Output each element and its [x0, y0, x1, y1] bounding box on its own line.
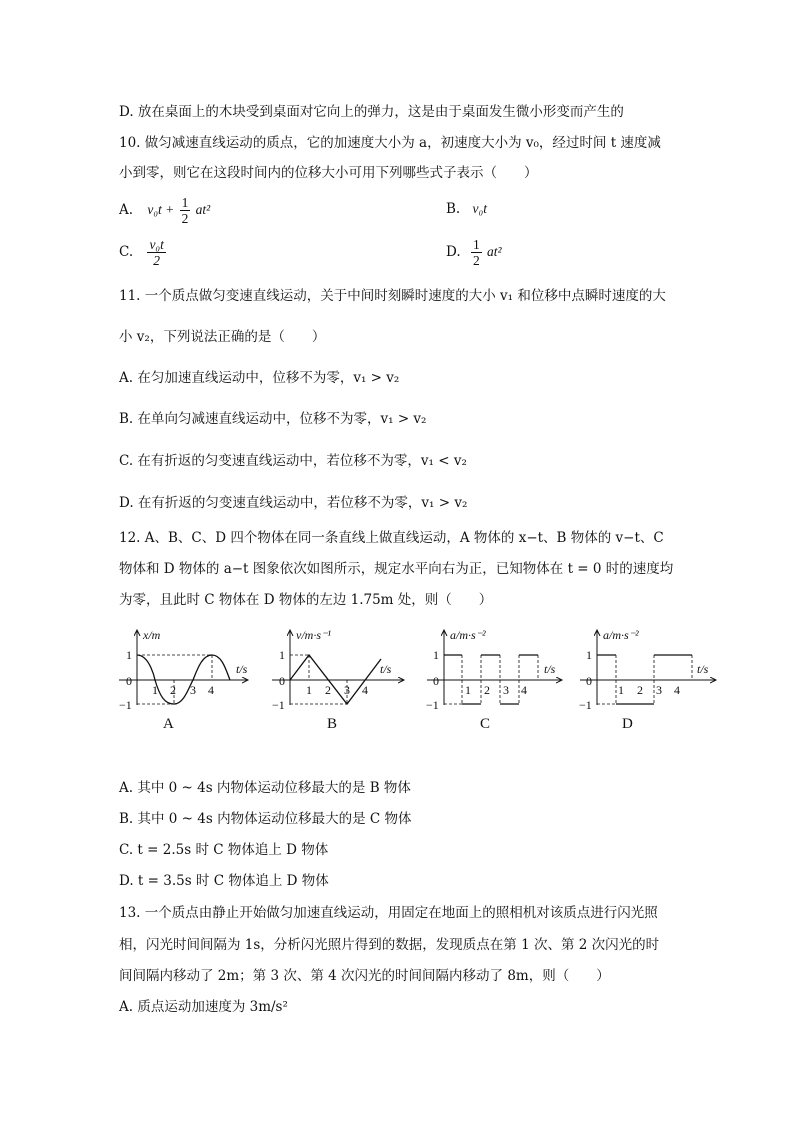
- q11-option-b: B. 在单向匀减速直线运动中，位移不为零，v₁ > v₂: [119, 411, 427, 427]
- graph-c-tick-t1: 1: [465, 683, 471, 697]
- graph-b-tick-1: 1: [279, 648, 285, 662]
- graph-d-tick-neg1: −1: [579, 698, 592, 712]
- graph-d-y-label: a/m·s⁻²: [603, 628, 639, 642]
- q11-option-d: D. 在有折返的匀变速直线运动中，若位移不为零，v₁ > v₂: [119, 495, 468, 511]
- graph-c-tick-0: 0: [433, 674, 439, 688]
- graph-c-a-t: [426, 628, 562, 712]
- graph-d-a-t: [579, 628, 716, 712]
- q10-option-a: [119, 194, 210, 226]
- question-11-line-1: 11. 一个质点做匀变速直线运动，关于中间时刻瞬时速度的大小 v₁ 和位移中点瞬时速度的大: [119, 288, 666, 304]
- graph-d-tick-t4: 4: [674, 683, 680, 697]
- fraction-numerator: 1: [181, 195, 189, 210]
- question-11-line-2: 小 v₂，下列说法正确的是（ ）: [119, 329, 326, 345]
- q13-option-a: A. 质点运动加速度为 3m/s²: [119, 999, 288, 1015]
- graph-c-tick-1: 1: [433, 648, 439, 662]
- graph-a-tick-t1: 1: [152, 683, 158, 697]
- graph-c-tick-t4: 4: [521, 683, 527, 697]
- graph-b-v-t: [272, 628, 404, 712]
- graph-a-tick-t4: 4: [208, 683, 214, 697]
- graph-b-tick-t3: 3: [344, 683, 350, 697]
- graph-d-tick-1: 1: [586, 648, 592, 662]
- graph-b-tick-neg1: −1: [272, 698, 285, 712]
- graph-b-x-label: t/s: [380, 662, 392, 676]
- q10-option-b: [446, 200, 487, 218]
- graph-c-tick-t2: 2: [484, 683, 490, 697]
- question-13-line-2: 相，闪光时间间隔为 1s，分析闪光照片得到的数据，发现质点在第 1 次、第 2 次闪光的时: [119, 937, 660, 953]
- graph-d-tick-t2: 2: [637, 683, 643, 697]
- q10-option-a-label: A.: [119, 202, 134, 218]
- q10-option-a-tail: at²: [195, 202, 211, 217]
- graph-c-tick-t3: 3: [503, 683, 509, 697]
- graph-a-tick-t3: 3: [190, 683, 196, 697]
- fraction-numerator: 1: [472, 237, 480, 252]
- q10-option-b-label: B.: [446, 201, 461, 217]
- graph-a-tick-neg1: −1: [119, 698, 132, 712]
- graph-a-tick-t2: 2: [170, 683, 176, 697]
- q10-option-c-fraction: [147, 237, 165, 268]
- q10-option-c-label: C.: [119, 244, 134, 260]
- graph-d-tick-t1: 1: [618, 683, 624, 697]
- graph-b-tick-t4: 4: [362, 683, 368, 697]
- graph-d-x-label: t/s: [697, 662, 709, 676]
- graph-a-x-t: [119, 628, 248, 712]
- graph-c-tick-neg1: −1: [426, 698, 439, 712]
- q12-option-a: A. 其中 0 ~ 4s 内物体运动位移最大的是 B 物体: [119, 780, 411, 796]
- graph-d-tick-t3: 3: [656, 683, 662, 697]
- q10-option-a-fraction: [180, 195, 191, 226]
- q10-option-d-fraction: [471, 237, 482, 268]
- graph-b-y-label: v/m·s⁻¹: [296, 628, 331, 642]
- graph-a-tick-1: 1: [126, 648, 132, 662]
- fraction-denominator: 2: [472, 253, 480, 268]
- fraction-numerator: v₀t: [149, 237, 164, 252]
- graph-b-tick-0: 0: [279, 674, 285, 688]
- graph-a-y-label: x/m: [143, 628, 161, 642]
- question-13-line-1: 13. 一个质点由静止开始做匀加速直线运动，用固定在地面上的照相机对该质点进行闪光照: [119, 905, 658, 921]
- q10-option-a-expr: v₀t +: [147, 202, 175, 217]
- graph-c-caption: C: [480, 716, 491, 732]
- q10-option-c: [119, 236, 167, 268]
- graph-c-y-label: a/m·s⁻²: [450, 628, 486, 642]
- question-10-line-2: 小到零，则它在这段时间内的位移大小可用下列哪些式子表示（ ）: [119, 165, 538, 181]
- option-d-previous-question: D. 放在桌面上的木块受到桌面对它向上的弹力，这是由于桌面发生微小形变而产生的: [119, 104, 624, 120]
- graph-b-tick-t1: 1: [306, 683, 312, 697]
- q11-option-a: A. 在匀加速直线运动中，位移不为零，v₁ > v₂: [119, 370, 400, 386]
- graph-a-caption: A: [163, 716, 174, 732]
- q12-graphs-figure: [0, 625, 793, 745]
- fraction-denominator: 2: [181, 211, 189, 226]
- q10-option-d-tail: at²: [486, 244, 502, 259]
- graph-c-x-label: t/s: [544, 662, 556, 676]
- graph-a-tick-0: 0: [126, 674, 132, 688]
- q12-option-d: D. t = 3.5s 时 C 物体追上 D 物体: [119, 873, 329, 889]
- fraction-denominator: 2: [153, 253, 161, 268]
- graph-d-caption: D: [622, 716, 633, 732]
- q12-option-c: C. t = 2.5s 时 C 物体追上 D 物体: [119, 842, 329, 858]
- graph-d-tick-0: 0: [586, 674, 592, 688]
- q11-option-c: C. 在有折返的匀变速直线运动中，若位移不为零，v₁ < v₂: [119, 453, 467, 469]
- q10-option-d: [446, 236, 502, 268]
- question-12-line-2: 物体和 D 物体的 a−t 图象依次如图所示，规定水平向右为正，已知物体在 t = 0 时的速度均: [119, 561, 674, 577]
- question-10-line-1: 10. 做匀减速直线运动的质点，它的加速度大小为 a，初速度大小为 v₀，经过时间 t 速度减: [119, 135, 661, 151]
- question-12-line-3: 为零，且此时 C 物体在 D 物体的左边 1.75m 处，则（ ）: [119, 592, 493, 608]
- graph-b-caption: B: [327, 716, 338, 732]
- q10-option-d-label: D.: [446, 244, 461, 260]
- graph-b-tick-t2: 2: [325, 683, 331, 697]
- q10-option-b-expr: v₀t: [472, 201, 487, 216]
- graph-a-x-label: t/s: [236, 662, 248, 676]
- question-12-line-1: 12. A、B、C、D 四个物体在同一条直线上做直线运动，A 物体的 x−t、B 物体的 v−t、C: [119, 530, 664, 546]
- question-13-line-3: 间间隔内移动了 2m；第 3 次、第 4 次闪光的时间间隔内移动了 8m，则（ ）: [119, 968, 610, 984]
- q12-option-b: B. 其中 0 ~ 4s 内物体运动位移最大的是 C 物体: [119, 811, 412, 827]
